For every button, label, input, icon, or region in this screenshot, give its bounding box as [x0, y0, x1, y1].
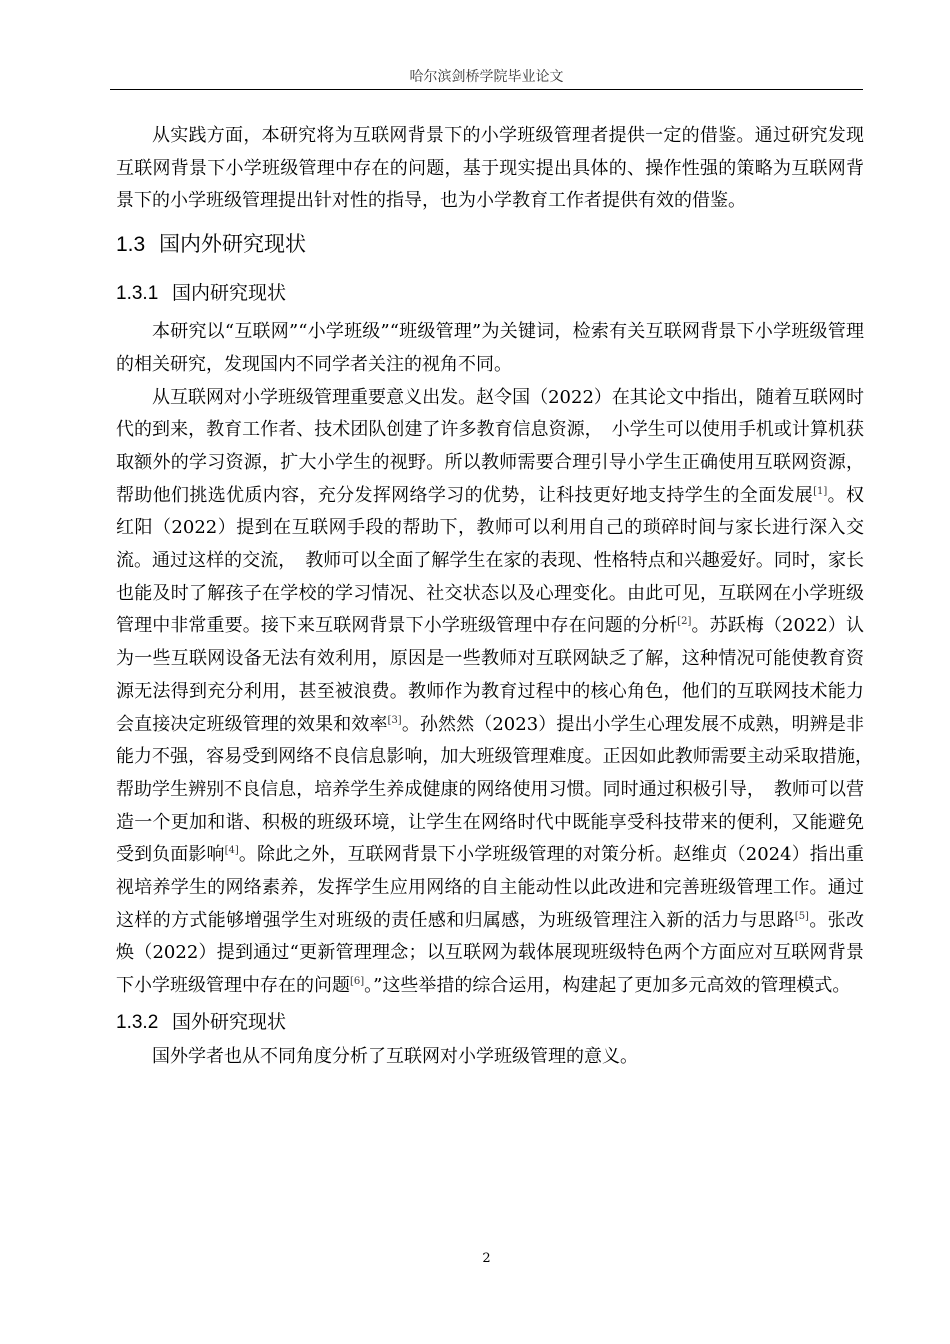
subsection-heading-1-3-1	[116, 270, 864, 316]
citation-mark: [4]	[224, 845, 239, 857]
header-divider	[110, 89, 863, 90]
subsection-title: 国内研究现状	[172, 282, 287, 305]
section-title: 国内外研究现状	[159, 232, 306, 257]
running-header: 哈尔滨剑桥学院毕业论文	[409, 69, 564, 85]
paragraph-practice: 从实践方面，本研究将为互联网背景下的小学班级管理者提供一定的借鉴。通过研究发现互联网背景下小学班级管理中存在的问题，基于现实提出具体的、操作性强的策略为互联网背景下的小学班级管理提出针对性的指导，也为小学教育工作者提供有效的借鉴。	[116, 125, 864, 212]
paragraph-foreign-research: 国外学者也从不同角度分析了互联网对小学班级管理的意义。	[152, 1045, 638, 1067]
subsection-number: 1.3.2	[116, 1011, 159, 1033]
section-heading-1-3	[116, 218, 864, 270]
citation-mark: [3]	[387, 714, 402, 726]
citation-mark: [6]	[350, 976, 365, 988]
text-run: 。孙然然（2023）提出小学生心理发展不成熟，明辨是非能力不强，容易受到网络不良信息影响，加大班级管理难度。正因如此教师需要主动采取措施， 帮助学生辨别不良信息，培养学生养成健康的网络使用习惯。同时通过积极引导， 教师可以营造一个更加和谐、积极的班级环境，让学生在网络时代中既能享受科技带来的便利，又能避免受到负面影响	[116, 713, 882, 866]
subsection-heading-1-3-2	[116, 1003, 864, 1041]
text-run: 。权红阳（2022）提到在互联网手段的帮助下，教师可以利用自己的琐碎时间与家长进行深入交流。通过这样的交流， 教师可以全面了解学生在家的表现、性格特点和兴趣爱好。同时，家长也能及时了解孩子在学校的学习情况、社交状态以及心理变化。由此可见，互联网在小学班级管理中非常重要。接下来互联网背景下小学班级管理中存在问题的分析	[116, 484, 865, 637]
citation-mark: [2]	[677, 616, 692, 628]
text-run: 。”这些举措的综合运用，构建起了更加多元高效的管理模式。	[364, 975, 851, 997]
text-run: 。除此之外，互联网背景下小学班级管理的对策分析。赵维贞（2024）指出重视培养学生的网络素养，发挥学生应用网络的自主能动性以此改进和完善班级管理工作。通过这样的方式能够增强学生对班级的责任感和归属感，为班级管理注入新的活力与思路	[116, 844, 864, 931]
subsection-number: 1.3.1	[116, 283, 159, 305]
subsection-title: 国外研究现状	[172, 1010, 287, 1033]
page-number: 2	[482, 1251, 491, 1266]
text-run: 。张改焕（2022）提到通过“更新管理理念；以互联网为载体展现班级特色两个方面应对互联网背景下小学班级管理中存在的问题	[116, 909, 865, 997]
page-body	[116, 120, 882, 1074]
citation-mark: [1]	[813, 485, 828, 497]
citation-mark: [5]	[794, 910, 809, 922]
text-run: 。苏跃梅（2022）认为一些互联网设备无法有效利用，原因是一些教师对互联网缺乏了解，这种情况可能使教育资源无法得到充分利用，甚至被浪费。教师作为教育过程中的核心角色，他们的互联网技术能力会直接决定班级管理的效果和效率	[116, 615, 865, 735]
section-number: 1.3	[116, 233, 146, 257]
paragraph-domestic-research	[116, 382, 882, 1003]
paragraph-keywords: 本研究以“互联网”“小学班级”“班级管理”为关键词，检索有关互联网背景下小学班级管理的相关研究，发现国内不同学者关注的视角不同。	[116, 321, 864, 375]
text-run: 从互联网对小学班级管理重要意义出发。赵令国（2022）在其论文中指出，随着互联网时代的到来，教育工作者、技术团队创建了许多教育信息资源， 小学生可以使用手机或计算机获取额外的学习资源，扩大小学生的视野。所以教师需要合理引导小学生正确使用互联网资源，帮助他们挑选优质内容，充分发挥网络学习的优势，让科技更好地支持学生的全面发展	[116, 386, 864, 506]
